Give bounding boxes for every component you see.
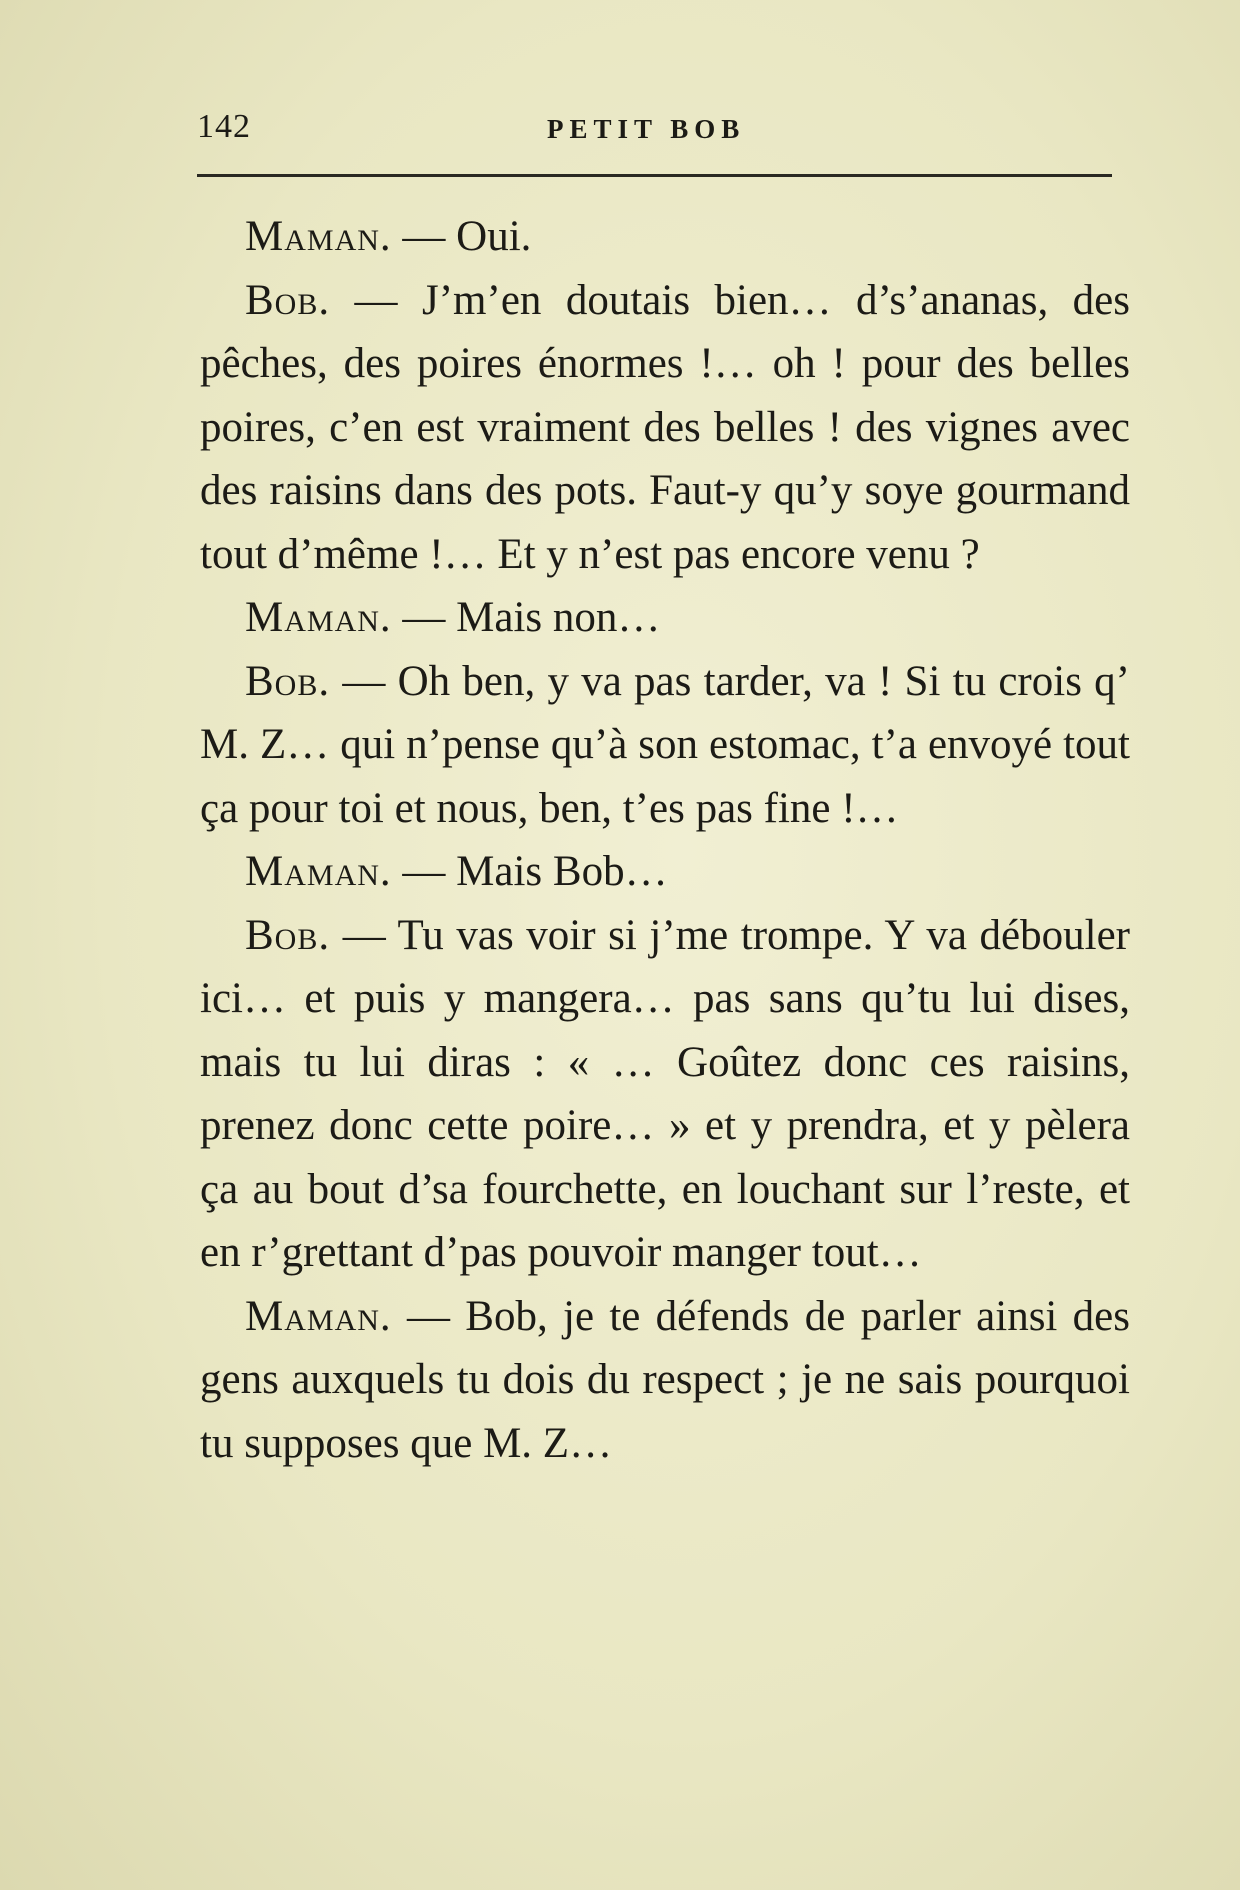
dialogue-line: — Mais non…	[391, 594, 661, 641]
dialogue-line: — Mais Bob…	[391, 848, 668, 895]
speaker-name: Maman.	[245, 1292, 392, 1340]
speaker-name: Bob.	[245, 911, 331, 959]
dialogue-paragraph	[200, 586, 1130, 650]
dialogue-line: — Bob, je te défends de parler ainsi des gens auxquels tu dois du respect ; je ne sais pourquoi tu supposes que M. Z…	[200, 1292, 1130, 1467]
dialogue-paragraph	[200, 269, 1130, 587]
dialogue-paragraph	[200, 650, 1130, 841]
dialogue-text	[200, 205, 1130, 1475]
dialogue-paragraph	[200, 1285, 1130, 1476]
dialogue-line: — Oh ben, y va pas tarder, va ! Si tu crois q’ M. Z… qui n’pense qu’à son estomac, t’a envoyé tout ça pour toi et nous, ben, t’es pas fine !…	[200, 657, 1130, 832]
dialogue-line: — J’m’en doutais bien… d’s’ananas, des pêches, des poires énormes !… oh ! pour des belles poires, c’en est vraiment des belles ! des vignes avec des raisins dans des pots. Faut-y qu’y soye gourmand tout d’même !… Et y n’est pas encore venu ?	[200, 276, 1130, 578]
speaker-name: Bob.	[245, 657, 331, 705]
speaker-name: Maman.	[245, 594, 392, 641]
header-rule	[197, 174, 1112, 177]
dialogue-line: — Tu vas voir si j’me trompe. Y va débouler ici… et puis y mangera… pas sans qu’tu lui dises, mais tu lui diras : « … Goûtez donc ces raisins, prenez donc cette poire… » et y prendra, et y pèlera ça au bout d’sa fourchette, en louchant sur l’reste, et en r’grettant d’pas pouvoir manger tout…	[200, 911, 1130, 1276]
speaker-name: Bob.	[245, 276, 331, 324]
dialogue-paragraph	[200, 205, 1130, 269]
speaker-name: Maman.	[245, 848, 392, 895]
page-number: 142	[197, 108, 251, 145]
dialogue-line: — Oui.	[391, 213, 532, 260]
speaker-name: Maman.	[245, 213, 392, 260]
book-title: PETIT BOB	[547, 114, 746, 144]
dialogue-paragraph	[200, 904, 1130, 1285]
dialogue-paragraph	[200, 840, 1130, 904]
running-head	[197, 108, 1112, 148]
